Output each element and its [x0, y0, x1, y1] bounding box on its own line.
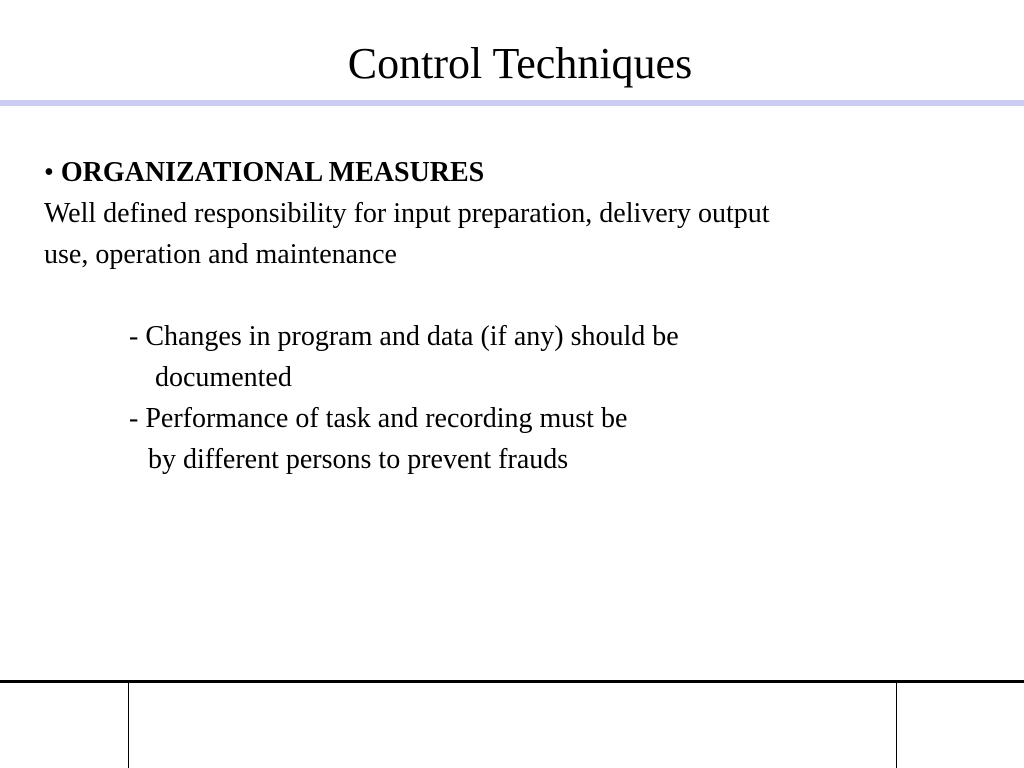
slide-title: Control Techniques	[347, 39, 693, 88]
bullet-heading-line	[44, 156, 484, 190]
paragraph-line: Well defined responsibility for input preparation, delivery output	[44, 198, 770, 229]
footer-column-divider	[896, 683, 897, 768]
footer-column-divider	[128, 683, 129, 768]
section-heading: ORGANIZATIONAL MEASURES	[60, 157, 485, 188]
bullet-icon: •	[44, 157, 54, 188]
point-line: - Performance of task and recording must be	[129, 403, 628, 434]
title-divider	[0, 100, 1024, 106]
footer-divider	[0, 680, 1024, 683]
point-line: documented	[155, 362, 292, 393]
paragraph-line: use, operation and maintenance	[44, 239, 397, 270]
point-line: - Changes in program and data (if any) should be	[129, 321, 679, 352]
point-line: by different persons to prevent frauds	[148, 444, 569, 475]
